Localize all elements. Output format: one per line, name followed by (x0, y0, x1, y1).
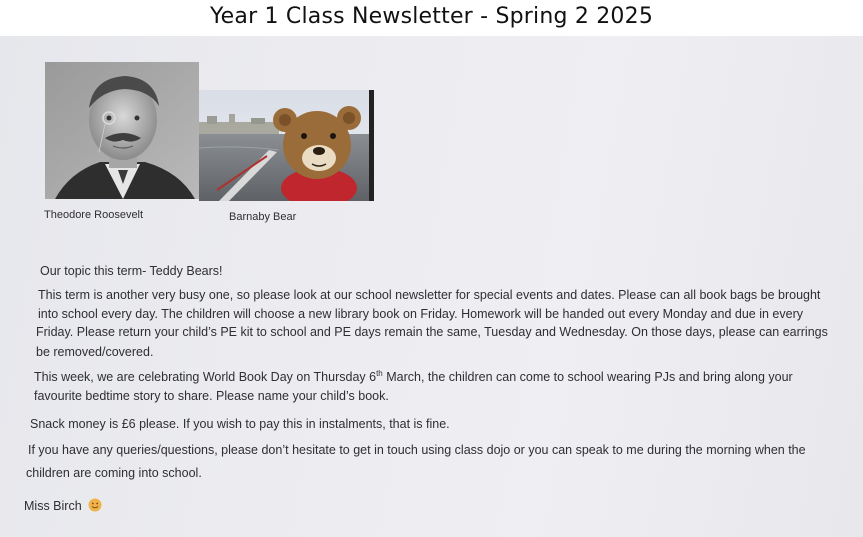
signature (24, 496, 102, 516)
world-book-day-text-b: March, the children can come to school wearing PJs and bring along your (382, 370, 793, 384)
paragraph-term-info-line-2: into school every day. The children will choose a new library book on Friday. Homework will be handed out every Monday and due in every (38, 307, 803, 321)
world-book-day-line-1 (34, 367, 793, 387)
paragraph-term-info-line-3: Friday. Please return your child’s PE kit to school and PE days remain the same, Tuesday and Wednesday. On those days, please can earrings (36, 325, 828, 339)
paragraph-term-info-line-4: be removed/covered. (36, 345, 154, 359)
signature-name: Miss Birch (24, 499, 82, 513)
snack-money-line: Snack money is £6 please. If you wish to pay this in instalments, that is fine. (30, 417, 450, 431)
photo-caption-roosevelt: Theodore Roosevelt (44, 209, 144, 221)
teddy-bear-photo (199, 90, 374, 201)
photo-caption-barnaby: Barnaby Bear (229, 211, 297, 223)
world-book-day-sup: th (376, 368, 383, 378)
page-title: Year 1 Class Newsletter - Spring 2 2025 (209, 4, 654, 29)
paragraph-term-info-line-1: This term is another very busy one, so please look at our school newsletter for special events and dates. Please can all book bags be brought (38, 288, 821, 302)
portrait-photo (45, 62, 199, 199)
world-book-day-text-a: This week, we are celebrating World Book Day on Thursday 6 (34, 370, 377, 384)
world-book-day-line-2: favourite bedtime story to share. Please name your child’s book. (34, 389, 389, 403)
queries-line-1: If you have any queries/questions, please don’t hesitate to get in touch using class dojo or you can speak to me during the morning when the (28, 443, 806, 457)
topic-line: Our topic this term- Teddy Bears! (40, 264, 223, 278)
smiley-face-icon (88, 498, 102, 512)
queries-line-2: children are coming into school. (26, 466, 202, 480)
